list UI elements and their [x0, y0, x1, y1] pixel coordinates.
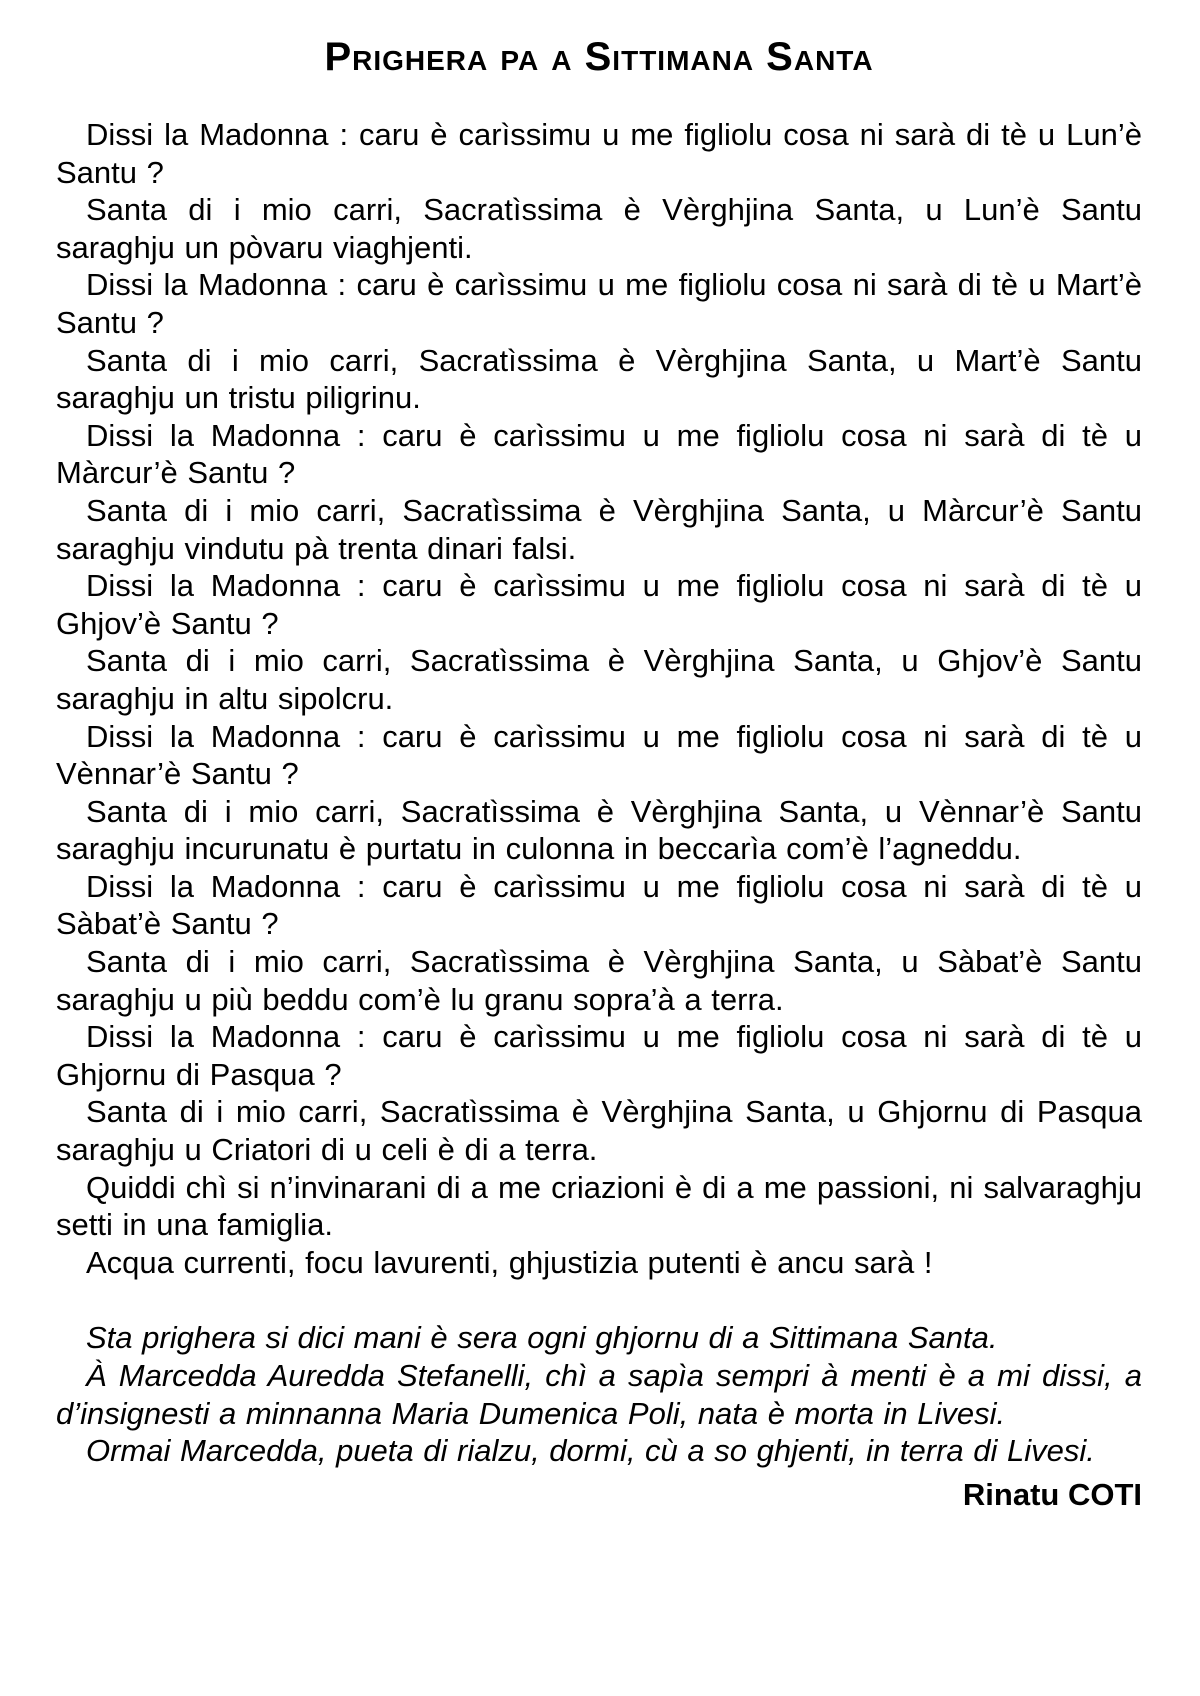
- prayer-paragraph: Santa di i mio carri, Sacratìssima è Vèrghjina Santa, u Lun’è Santu saraghju un pòvaru viaghjenti.: [56, 192, 1142, 265]
- prayer-paragraph: Santa di i mio carri, Sacratìssima è Vèrghjina Santa, u Ghjov’è Santu saraghju in altu sipolcru.: [56, 643, 1142, 716]
- author-signature: Rinatu COTI: [962, 1476, 1142, 1512]
- prayer-paragraph: Dissi la Madonna : caru è carìssimu u me figliolu cosa ni sarà di tè u Ghjornu di Pasqua ?: [56, 1019, 1142, 1092]
- prayer-paragraph: Santa di i mio carri, Sacratìssima è Vèrghjina Santa, u Vènnar’è Santu saraghju incurunatu è purtatu in culonna in beccarìa com’è l’agneddu.: [56, 793, 1142, 867]
- prayer-text: [56, 116, 1142, 1281]
- prayer-paragraph: Dissi la Madonna : caru è carìssimu u me figliolu cosa ni sarà di tè u Vènnar’è Santu ?: [56, 718, 1142, 792]
- dedication-paragraph: À Marcedda Auredda Stefanelli, chì a sapìa sempri à menti è a mi dissi, a d’insignesti a minnanna Maria Dumenica Poli, nata è morta in Livesi.: [56, 1358, 1142, 1431]
- document-title: Prighera pa a Sittimana Santa: [324, 35, 874, 79]
- dedication-paragraph: Ormai Marcedda, pueta di rialzu, dormi, cù a so ghjenti, in terra di Livesi.: [86, 1433, 1095, 1469]
- dedication-paragraph: Sta prighera si dici mani è sera ogni ghjornu di a Sittimana Santa.: [86, 1320, 998, 1356]
- prayer-paragraph: Santa di i mio carri, Sacratìssima è Vèrghjina Santa, u Ghjornu di Pasqua saraghju u Criatori di u celi è di a terra.: [56, 1094, 1142, 1168]
- prayer-paragraph: Acqua currenti, focu lavurenti, ghjustizia putenti è ancu sarà !: [86, 1244, 933, 1280]
- prayer-paragraph: Dissi la Madonna : caru è carìssimu u me figliolu cosa ni sarà di tè u Màrcur’è Santu ?: [56, 417, 1142, 491]
- prayer-paragraph: Dissi la Madonna : caru è carìssimu u me figliolu cosa ni sarà di tè u Lun’è Santu ?: [56, 117, 1142, 190]
- prayer-paragraph: Dissi la Madonna : caru è carìssimu u me figliolu cosa ni sarà di tè u Ghjov’è Santu ?: [56, 568, 1142, 641]
- prayer-paragraph: Santa di i mio carri, Sacratìssima è Vèrghjina Santa, u Mart’è Santu saraghju un tristu piligrinu.: [56, 342, 1142, 416]
- dedication-notes: [56, 1319, 1142, 1469]
- prayer-paragraph: Quiddi chì si n’invinarani di a me criazioni è di a me passioni, ni salvaraghju setti in una famiglia.: [56, 1169, 1142, 1243]
- prayer-paragraph: Santa di i mio carri, Sacratìssima è Vèrghjina Santa, u Màrcur’è Santu saraghju vindutu pà trenta dinari falsi.: [56, 492, 1142, 566]
- prayer-paragraph: Santa di i mio carri, Sacratìssima è Vèrghjina Santa, u Sàbat’è Santu saraghju u più beddu com’è lu granu sopra’à a terra.: [56, 944, 1142, 1017]
- prayer-paragraph: Dissi la Madonna : caru è carìssimu u me figliolu cosa ni sarà di tè u Sàbat’è Santu ?: [56, 868, 1142, 942]
- prayer-paragraph: Dissi la Madonna : caru è carìssimu u me figliolu cosa ni sarà di tè u Mart’è Santu ?: [56, 267, 1142, 340]
